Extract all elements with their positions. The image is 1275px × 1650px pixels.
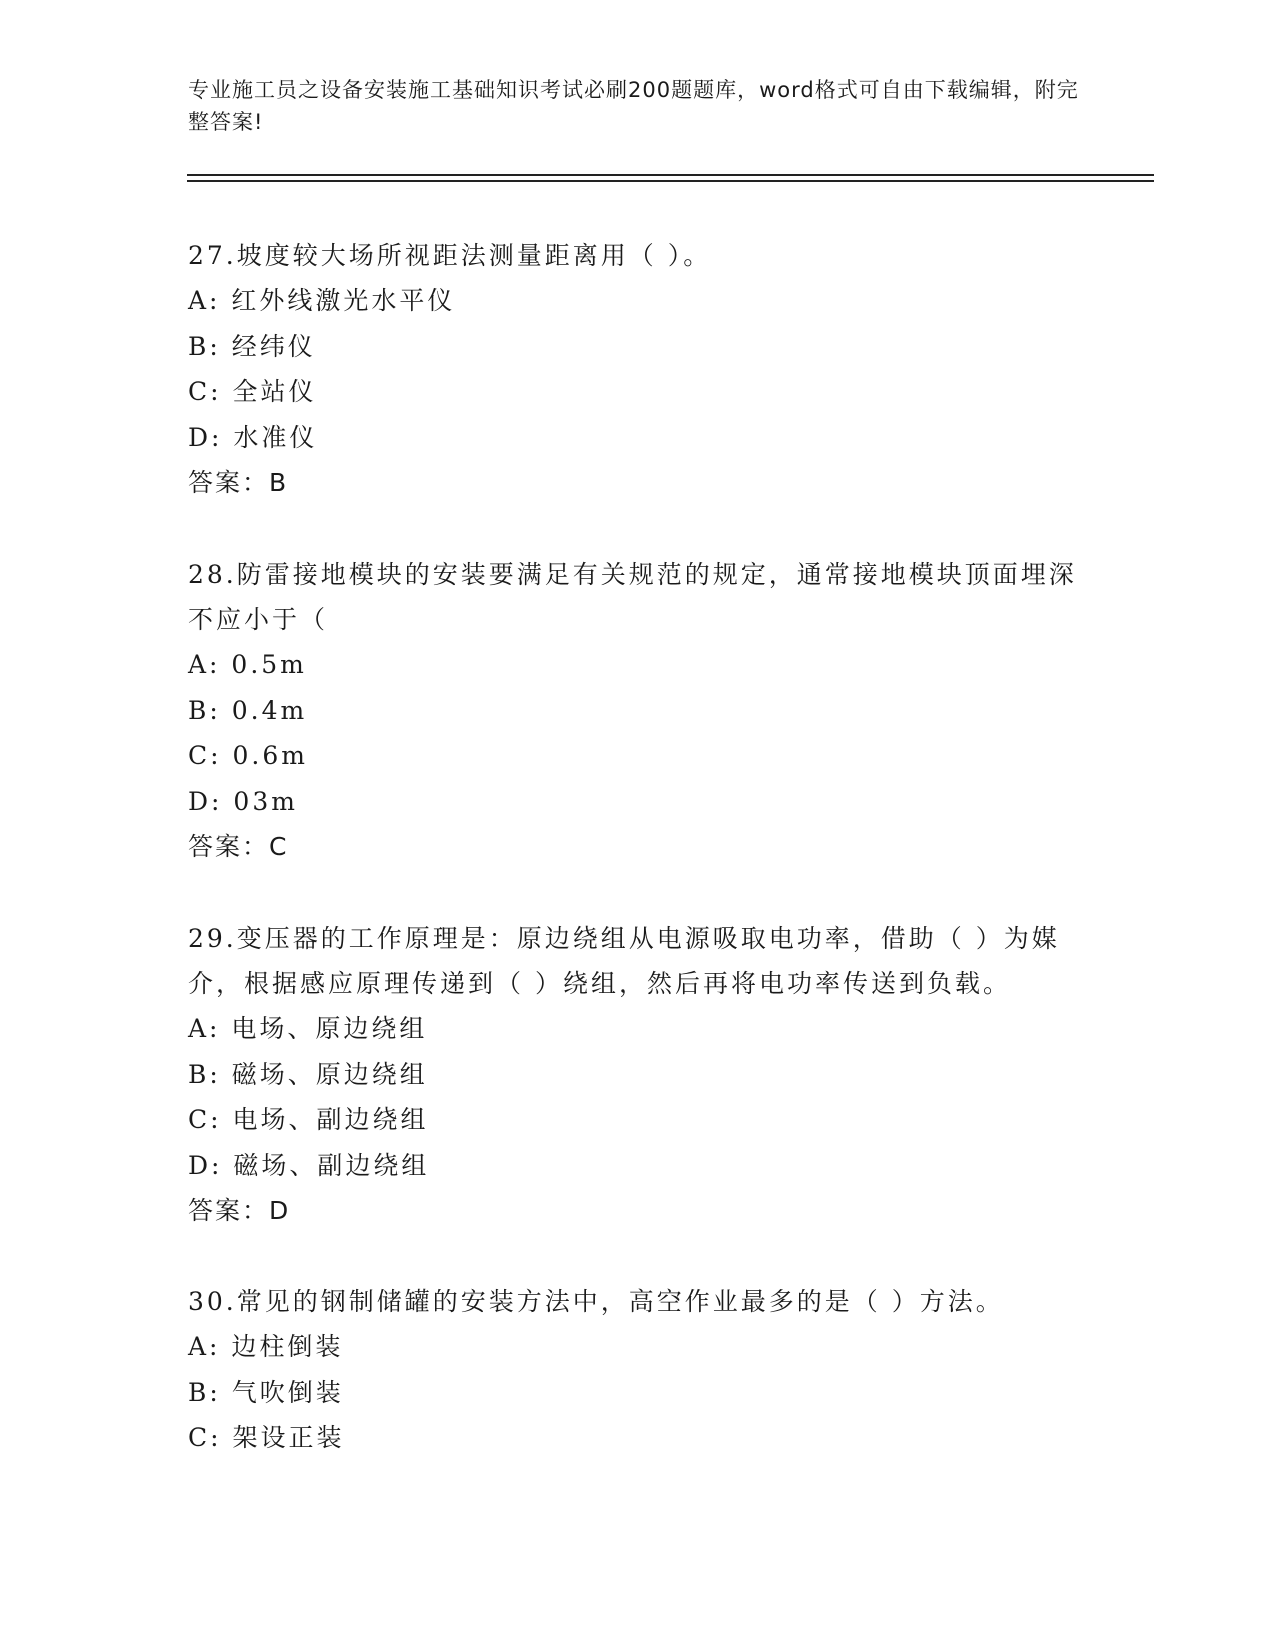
answer: 答案：D — [188, 1196, 291, 1225]
option-b: B: 经纬仪 — [188, 331, 316, 361]
option-a: A: 电场、原边绕组 — [188, 1014, 428, 1043]
question-stem: 27.坡度较大场所视距法测量距离用（ ）。 — [188, 241, 712, 270]
document-header: 专业施工员之设备安装施工基础知识考试必刷200题题库，word格式可自由下载编辑，附完整答案! — [188, 78, 1079, 134]
option-d: D: 水准仪 — [188, 422, 318, 452]
question-27 — [188, 233, 1088, 505]
option-a: A: 边柱倒装 — [188, 1332, 344, 1361]
option-c: C: 架设正装 — [188, 1423, 345, 1452]
option-b: B: 磁场、原边绕组 — [188, 1059, 428, 1089]
option-c: C: 电场、副边绕组 — [188, 1105, 429, 1134]
option-a: A: 0.5m — [188, 650, 307, 679]
option-b: B: 0.4m — [188, 695, 308, 725]
question-30 — [188, 1279, 1088, 1461]
question-stem: 30.常见的钢制储罐的安装方法中，高空作业最多的是（ ）方法。 — [188, 1287, 1004, 1316]
question-stem: 29.变压器的工作原理是：原边绕组从电源吸取电功率，借助（ ）为媒介，根据感应原理传递到（ ）绕组，然后再将电功率传送到负载。 — [188, 924, 1060, 998]
option-d: D: 03m — [188, 786, 298, 816]
option-c: C: 全站仪 — [188, 377, 317, 406]
question-stem: 28.防雷接地模块的安装要满足有关规范的规定，通常接地模块顶面埋深不应小于（ — [188, 560, 1077, 634]
option-d: D: 磁场、副边绕组 — [188, 1150, 430, 1180]
question-29 — [188, 916, 1088, 1233]
question-28 — [188, 552, 1088, 869]
option-c: C: 0.6m — [188, 741, 308, 770]
header-divider-bottom — [187, 180, 1154, 182]
option-a: A: 红外线激光水平仪 — [188, 286, 456, 315]
answer: 答案：C — [188, 832, 289, 861]
option-b: B: 气吹倒装 — [188, 1377, 344, 1407]
answer: 答案：B — [188, 468, 289, 497]
header-divider-top — [187, 174, 1154, 176]
